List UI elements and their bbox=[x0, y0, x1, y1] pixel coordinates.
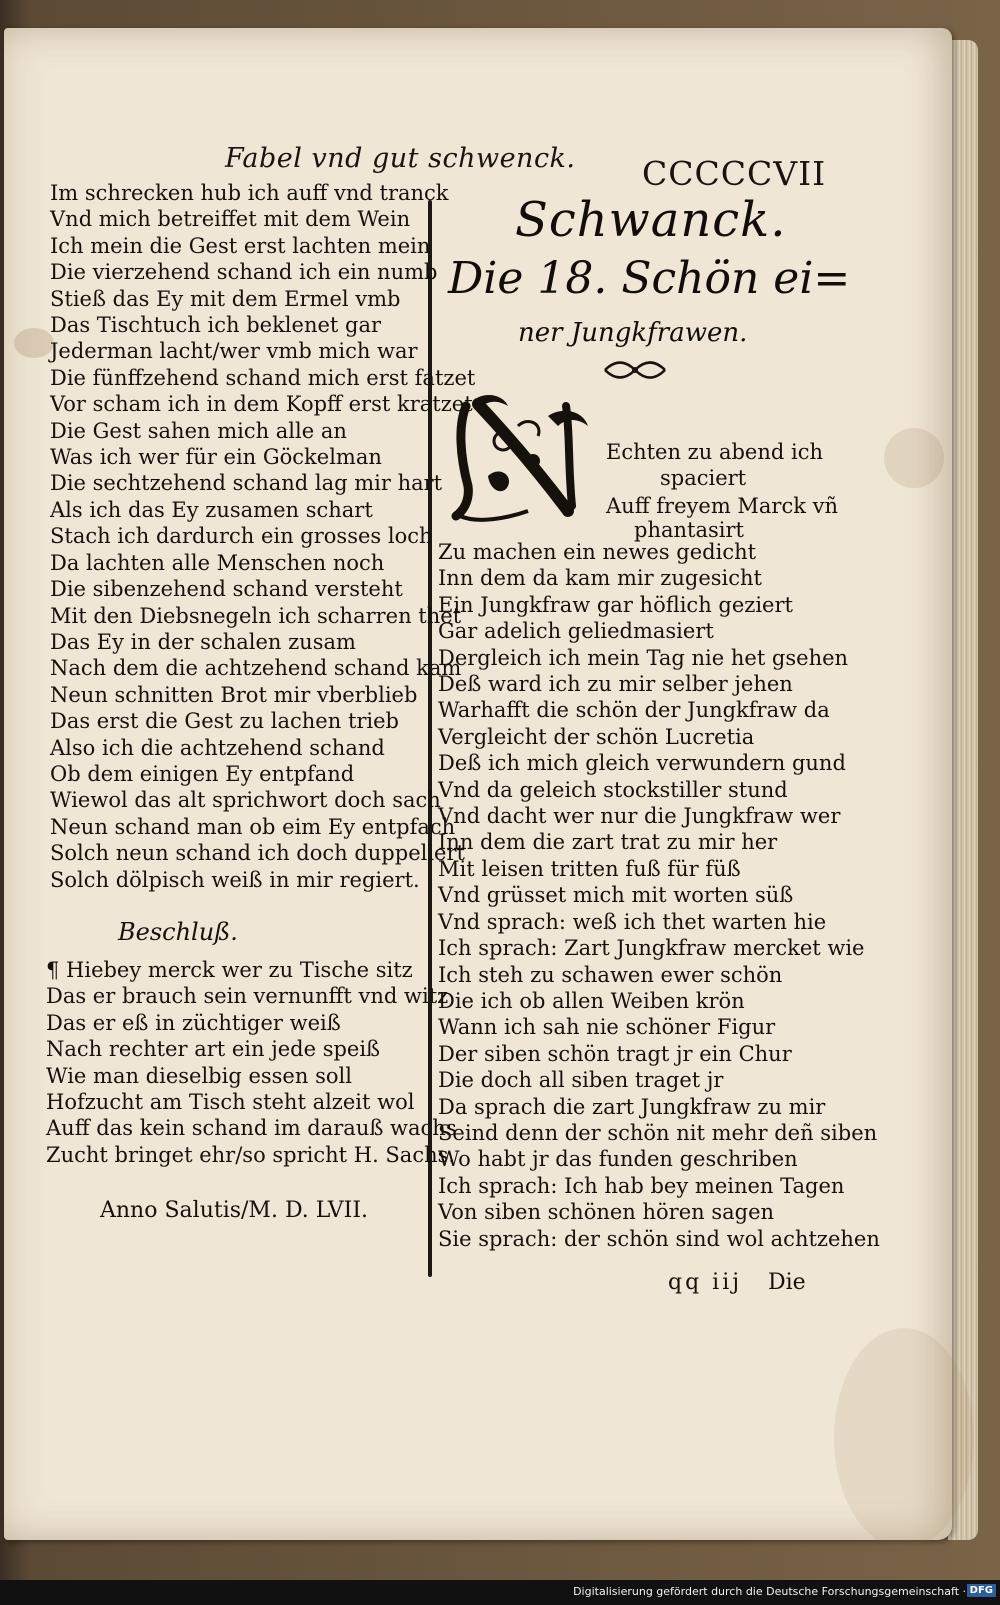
verse-line: Der siben schön tragt jr ein Chur bbox=[438, 1041, 792, 1066]
right-column bbox=[438, 539, 880, 1252]
conclusion-line: Nach rechter art ein jede speiß bbox=[46, 1037, 381, 1062]
conclusion-line: Auff das kein schand im darauß wachs bbox=[46, 1116, 457, 1141]
verse-line: Ein Jungkfraw gar höflich geziert bbox=[438, 592, 793, 617]
verse-line: Gar adelich geliedmasiert bbox=[438, 619, 714, 644]
verse-line: Vnd grüsset mich mit worten süß bbox=[438, 883, 794, 908]
funding-credit: Digitalisierung gefördert durch die Deutsche Forschungsgemeinschaft · bbox=[573, 1585, 966, 1598]
verse-line: Ich steh zu schawen ewer schön bbox=[438, 962, 783, 987]
verse-line: Vnd mich betreiffet mit dem Wein bbox=[50, 207, 411, 232]
verse-line: Das Tischtuch ich beklenet gar bbox=[50, 313, 382, 338]
running-head: Fabel vnd gut schwenck. bbox=[225, 143, 576, 174]
dfg-logo: DFG bbox=[967, 1584, 996, 1597]
folio-number: CCCCCVII bbox=[642, 154, 827, 193]
verse-line: Vnd sprach: weß ich thet warten hie bbox=[438, 909, 827, 934]
conclusion-line: Hofzucht am Tisch steht alzeit wol bbox=[46, 1090, 415, 1115]
verse-line: Die fünffzehend schand mich erst fatzet bbox=[50, 365, 476, 390]
paper-stain bbox=[14, 328, 54, 358]
verse-line: Die Gest sahen mich alle an bbox=[50, 418, 347, 443]
verse-line: Also ich die achtzehend schand bbox=[50, 735, 385, 760]
verse-line: Vor scham ich in dem Kopff erst kratzet bbox=[50, 392, 473, 417]
verse-line: Was ich wer für ein Göckelman bbox=[50, 445, 382, 470]
verse-line: Ich mein die Gest erst lachten mein bbox=[50, 233, 431, 258]
initial-line: phantasirt bbox=[634, 518, 744, 542]
verse-line: Vergleicht der schön Lucretia bbox=[438, 724, 755, 749]
verse-line: Deß ward ich zu mir selber jehen bbox=[438, 672, 793, 697]
verse-line: Da lachten alle Menschen noch bbox=[50, 550, 385, 575]
signature-mark: qq iij bbox=[668, 1270, 743, 1295]
conclusion-block bbox=[46, 957, 457, 1168]
verse-line: Stach ich dardurch ein grosses loch bbox=[50, 524, 433, 549]
verse-line: Wiewol das alt sprichwort doch sach bbox=[50, 788, 441, 813]
verse-line: Wann ich sah nie schöner Figur bbox=[438, 1015, 776, 1040]
verse-line: Vnd da geleich stockstiller stund bbox=[438, 777, 788, 802]
verse-line: Seind denn der schön nit mehr deñ siben bbox=[438, 1120, 878, 1145]
verse-line: Von siben schönen hören sagen bbox=[438, 1200, 775, 1225]
verse-line: Die doch all siben traget jr bbox=[438, 1068, 724, 1093]
decorated-initial-n-icon bbox=[448, 386, 598, 526]
section-title: Beschluß. bbox=[118, 918, 238, 946]
verse-line: Das erst die Gest zu lachen trieb bbox=[50, 709, 400, 734]
verse-line: Zu machen ein newes gedicht bbox=[438, 540, 757, 564]
verse-line: Vnd dacht wer nur die Jungkfraw wer bbox=[438, 804, 841, 829]
initial-line: Echten zu abend ich bbox=[606, 440, 823, 464]
conclusion-line: Das er brauch sein vernunfft vnd witz bbox=[46, 984, 449, 1009]
verse-line: Da sprach die zart Jungkfraw zu mir bbox=[438, 1094, 826, 1119]
verse-line: Solch neun schand ich doch duppeliert bbox=[50, 841, 465, 866]
date-line: Anno Salutis/M. D. LVII. bbox=[100, 1198, 369, 1223]
verse-line: Ich sprach: Ich hab bey meinen Tagen bbox=[438, 1173, 845, 1198]
paper-stain bbox=[834, 1328, 974, 1548]
catchword: Die bbox=[768, 1270, 806, 1295]
fleuron-ornament-icon bbox=[600, 358, 670, 382]
verse-line: Stieß das Ey mit dem Ermel vmb bbox=[50, 286, 401, 311]
verse-line: Die sechtzehend schand lag mir hart bbox=[50, 471, 443, 496]
story-title-end: ner Jungkfrawen. bbox=[518, 318, 748, 348]
verse-line: Die ich ob allen Weiben krön bbox=[438, 988, 745, 1013]
story-title-main: Schwanck. bbox=[515, 192, 787, 248]
story-title-sub: Die 18. Schön ei= bbox=[448, 253, 851, 304]
conclusion-line: Wie man dieselbig essen soll bbox=[46, 1063, 352, 1088]
verse-line: Das Ey in der schalen zusam bbox=[50, 629, 356, 654]
verse-line: Neun schnitten Brot mir vberblieb bbox=[50, 682, 418, 707]
verse-line: Wo habt jr das funden geschriben bbox=[438, 1147, 798, 1172]
verse-line: Inn dem da kam mir zugesicht bbox=[438, 566, 762, 591]
initial-line: Auff freyem Marck vñ bbox=[606, 494, 839, 518]
verse-line: Warhafft die schön der Jungkfraw da bbox=[438, 698, 830, 723]
verse-line: Mit leisen tritten fuß für füß bbox=[438, 856, 741, 881]
verse-line: Solch dölpisch weiß in mir regiert. bbox=[50, 867, 420, 892]
verse-line: Ich sprach: Zart Jungkfraw mercket wie bbox=[438, 936, 865, 961]
verse-line: Sie sprach: der schön sind wol achtzehen bbox=[438, 1226, 880, 1251]
verse-line: Dergleich ich mein Tag nie het gsehen bbox=[438, 645, 849, 670]
paper-stain bbox=[884, 428, 944, 488]
verse-line: Als ich das Ey zusamen schart bbox=[50, 497, 373, 522]
verse-line: Die vierzehend schand ich ein numb bbox=[50, 260, 438, 285]
verse-line: Mit den Diebsnegeln ich scharren thet bbox=[50, 603, 462, 628]
verse-line: Nach dem die achtzehend schand kam bbox=[50, 656, 462, 681]
verse-line: Ob dem einigen Ey entpfand bbox=[50, 761, 355, 786]
conclusion-line: ¶ Hiebey merck wer zu Tische sitz bbox=[46, 958, 413, 982]
conclusion-line: Zucht bringet ehr/so spricht H. Sachs. bbox=[46, 1142, 456, 1167]
verse-line: Deß ich mich gleich verwundern gund bbox=[438, 751, 846, 776]
initial-line: spaciert bbox=[660, 466, 747, 490]
page-fore-edge bbox=[948, 40, 978, 1540]
verse-line: Die sibenzehend schand versteht bbox=[50, 577, 403, 602]
verse-line: Inn dem die zart trat zu mir her bbox=[438, 830, 778, 855]
verse-line: Jederman lacht/wer vmb mich war bbox=[50, 339, 418, 364]
verse-line: Im schrecken hub ich auff vnd tranck bbox=[50, 181, 449, 205]
conclusion-line: Das er eß in züchtiger weiß bbox=[46, 1010, 341, 1035]
left-column bbox=[50, 180, 475, 893]
verse-line: Neun schand man ob eim Ey entpfach bbox=[50, 814, 456, 839]
